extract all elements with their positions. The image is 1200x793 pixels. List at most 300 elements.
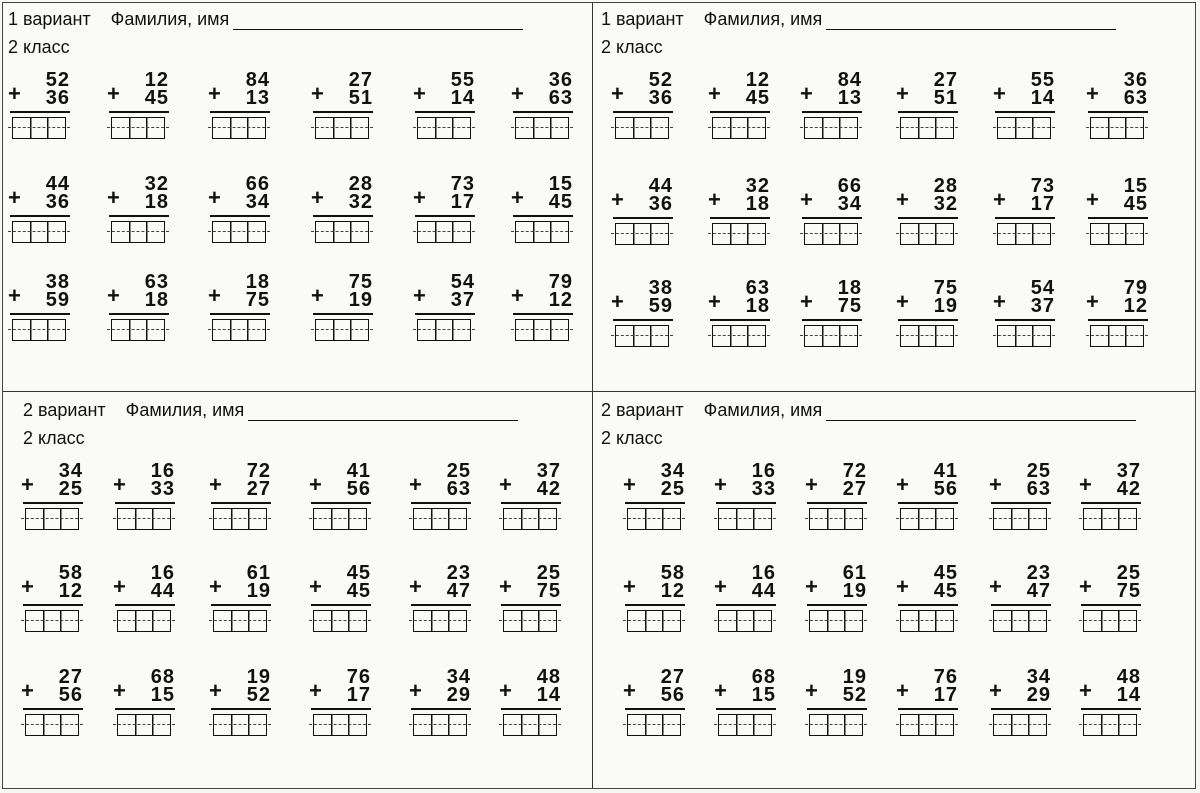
addend-top: 34 bbox=[660, 460, 685, 482]
addend-top: 37 bbox=[536, 460, 561, 482]
addend-top: 54 bbox=[1030, 277, 1055, 299]
addition-problem bbox=[511, 175, 581, 255]
header-line bbox=[23, 400, 518, 421]
addend-bottom: 13 bbox=[245, 87, 270, 109]
sum-line bbox=[23, 502, 83, 504]
plus-sign: + bbox=[208, 185, 221, 210]
plus-sign: + bbox=[896, 187, 909, 212]
addend-bottom: 27 bbox=[246, 478, 271, 500]
sum-line bbox=[613, 319, 673, 321]
addition-problem bbox=[309, 462, 379, 542]
answer-boxes[interactable] bbox=[515, 221, 569, 243]
addition-problem bbox=[208, 71, 278, 151]
addend-bottom: 45 bbox=[548, 191, 573, 213]
answer-boxes[interactable] bbox=[413, 714, 467, 736]
answer-boxes[interactable] bbox=[712, 117, 766, 139]
answer-boxes[interactable] bbox=[12, 117, 66, 139]
addend-top: 34 bbox=[1026, 666, 1051, 688]
addend-top: 52 bbox=[45, 69, 70, 91]
answer-boxes[interactable] bbox=[993, 508, 1047, 530]
answer-boxes[interactable] bbox=[313, 714, 367, 736]
addend-bottom: 45 bbox=[346, 580, 371, 602]
addend-top: 79 bbox=[548, 271, 573, 293]
answer-boxes[interactable] bbox=[615, 223, 669, 245]
answer-boxes[interactable] bbox=[25, 610, 79, 632]
addend-bottom: 18 bbox=[144, 289, 169, 311]
addition-problem bbox=[714, 462, 784, 542]
addition-problem bbox=[708, 71, 778, 151]
addition-problem bbox=[1079, 462, 1149, 542]
addition-problem bbox=[409, 462, 479, 542]
answer-boxes[interactable] bbox=[809, 714, 863, 736]
sum-line bbox=[1081, 604, 1141, 606]
addend-bottom: 14 bbox=[1030, 87, 1055, 109]
sum-line bbox=[23, 604, 83, 606]
addition-problem bbox=[993, 71, 1063, 151]
answer-boxes[interactable] bbox=[804, 117, 858, 139]
sum-line bbox=[501, 708, 561, 710]
answer-boxes[interactable] bbox=[804, 325, 858, 347]
addend-top: 52 bbox=[648, 69, 673, 91]
answer-boxes[interactable] bbox=[117, 714, 171, 736]
sum-line bbox=[898, 708, 958, 710]
answer-boxes[interactable] bbox=[627, 508, 681, 530]
answer-boxes[interactable] bbox=[997, 223, 1051, 245]
addend-top: 12 bbox=[745, 69, 770, 91]
plus-sign: + bbox=[611, 289, 624, 314]
answer-boxes[interactable] bbox=[900, 610, 954, 632]
plus-sign: + bbox=[896, 472, 909, 497]
addend-bottom: 75 bbox=[536, 580, 561, 602]
variant-label: 2 вариант bbox=[601, 400, 684, 420]
addition-problem bbox=[623, 462, 693, 542]
addend-top: 55 bbox=[450, 69, 475, 91]
answer-boxes[interactable] bbox=[503, 714, 557, 736]
sum-line bbox=[802, 319, 862, 321]
plus-sign: + bbox=[21, 472, 34, 497]
answer-boxes[interactable] bbox=[313, 610, 367, 632]
addition-problem bbox=[107, 273, 177, 353]
plus-sign: + bbox=[714, 678, 727, 703]
answer-boxes[interactable] bbox=[25, 508, 79, 530]
addition-problem bbox=[896, 177, 966, 257]
answer-boxes[interactable] bbox=[615, 325, 669, 347]
answer-boxes[interactable] bbox=[117, 610, 171, 632]
answer-boxes[interactable] bbox=[1083, 508, 1137, 530]
addend-bottom: 17 bbox=[1030, 193, 1055, 215]
addend-bottom: 36 bbox=[45, 87, 70, 109]
addend-top: 16 bbox=[751, 460, 776, 482]
addition-problem bbox=[107, 71, 177, 151]
answer-boxes[interactable] bbox=[1090, 117, 1144, 139]
plus-sign: + bbox=[993, 187, 1006, 212]
plus-sign: + bbox=[311, 185, 324, 210]
answer-boxes[interactable] bbox=[993, 714, 1047, 736]
sum-line bbox=[210, 111, 270, 113]
addition-problem bbox=[611, 177, 681, 257]
answer-boxes[interactable] bbox=[712, 325, 766, 347]
answer-boxes[interactable] bbox=[212, 319, 266, 341]
addition-problem bbox=[993, 177, 1063, 257]
sum-line bbox=[991, 708, 1051, 710]
sum-line bbox=[710, 319, 770, 321]
addend-top: 25 bbox=[536, 562, 561, 584]
sum-line bbox=[109, 111, 169, 113]
addition-problem bbox=[309, 668, 379, 748]
answer-boxes[interactable] bbox=[413, 610, 467, 632]
sum-line bbox=[513, 215, 573, 217]
answer-boxes[interactable] bbox=[212, 221, 266, 243]
answer-boxes[interactable] bbox=[111, 221, 165, 243]
addend-bottom: 17 bbox=[346, 684, 371, 706]
plus-sign: + bbox=[113, 678, 126, 703]
answer-boxes[interactable] bbox=[1090, 223, 1144, 245]
addend-bottom: 45 bbox=[144, 87, 169, 109]
name-label: Фамилия, имя bbox=[125, 400, 245, 420]
addition-problem bbox=[21, 668, 91, 748]
header-line bbox=[601, 400, 1136, 421]
addend-bottom: 52 bbox=[246, 684, 271, 706]
sum-line bbox=[716, 708, 776, 710]
addition-problem bbox=[8, 175, 78, 255]
answer-boxes[interactable] bbox=[718, 508, 772, 530]
addend-top: 63 bbox=[745, 277, 770, 299]
sum-line bbox=[995, 217, 1055, 219]
addition-problem bbox=[708, 279, 778, 359]
sum-line bbox=[802, 111, 862, 113]
plus-sign: + bbox=[1086, 81, 1099, 106]
addend-top: 45 bbox=[346, 562, 371, 584]
sum-line bbox=[1081, 708, 1141, 710]
answer-boxes[interactable] bbox=[1090, 325, 1144, 347]
addition-problem bbox=[1086, 279, 1156, 359]
sum-line bbox=[991, 604, 1051, 606]
addend-top: 37 bbox=[1116, 460, 1141, 482]
answer-boxes[interactable] bbox=[900, 508, 954, 530]
plus-sign: + bbox=[896, 81, 909, 106]
plus-sign: + bbox=[993, 81, 1006, 106]
addition-problem bbox=[499, 564, 569, 644]
addend-bottom: 12 bbox=[548, 289, 573, 311]
sum-line bbox=[716, 502, 776, 504]
addend-bottom: 63 bbox=[1026, 478, 1051, 500]
addend-top: 44 bbox=[45, 173, 70, 195]
addend-bottom: 75 bbox=[245, 289, 270, 311]
plus-sign: + bbox=[499, 472, 512, 497]
addend-top: 38 bbox=[45, 271, 70, 293]
addend-bottom: 56 bbox=[58, 684, 83, 706]
addition-problem bbox=[896, 462, 966, 542]
answer-boxes[interactable] bbox=[117, 508, 171, 530]
addition-problem bbox=[499, 462, 569, 542]
plus-sign: + bbox=[708, 81, 721, 106]
plus-sign: + bbox=[21, 678, 34, 703]
plus-sign: + bbox=[993, 289, 1006, 314]
answer-boxes[interactable] bbox=[997, 325, 1051, 347]
answer-boxes[interactable] bbox=[718, 610, 772, 632]
sum-line bbox=[10, 111, 70, 113]
plus-sign: + bbox=[311, 283, 324, 308]
answer-boxes[interactable] bbox=[315, 117, 369, 139]
sum-line bbox=[415, 313, 475, 315]
addend-bottom: 17 bbox=[933, 684, 958, 706]
answer-boxes[interactable] bbox=[111, 319, 165, 341]
plus-sign: + bbox=[989, 678, 1002, 703]
addend-top: 15 bbox=[548, 173, 573, 195]
answer-boxes[interactable] bbox=[417, 319, 471, 341]
answer-boxes[interactable] bbox=[627, 610, 681, 632]
class-label: 2 класс bbox=[601, 37, 663, 57]
addend-top: 58 bbox=[660, 562, 685, 584]
answer-boxes[interactable] bbox=[627, 714, 681, 736]
addition-problem bbox=[413, 71, 483, 151]
addition-problem bbox=[499, 668, 569, 748]
addend-top: 34 bbox=[58, 460, 83, 482]
plus-sign: + bbox=[1079, 574, 1092, 599]
answer-boxes[interactable] bbox=[809, 610, 863, 632]
answer-boxes[interactable] bbox=[315, 221, 369, 243]
addition-problem bbox=[413, 175, 483, 255]
answer-boxes[interactable] bbox=[900, 223, 954, 245]
addend-top: 18 bbox=[837, 277, 862, 299]
sum-line bbox=[625, 708, 685, 710]
addend-bottom: 37 bbox=[1030, 295, 1055, 317]
plus-sign: + bbox=[708, 289, 721, 314]
name-fill-line[interactable] bbox=[233, 13, 523, 30]
sum-line bbox=[115, 708, 175, 710]
addition-problem bbox=[208, 273, 278, 353]
worksheet-quadrant bbox=[3, 3, 589, 388]
addend-bottom: 17 bbox=[450, 191, 475, 213]
plus-sign: + bbox=[409, 678, 422, 703]
answer-boxes[interactable] bbox=[12, 319, 66, 341]
addend-bottom: 59 bbox=[648, 295, 673, 317]
answer-boxes[interactable] bbox=[718, 714, 772, 736]
addition-problem bbox=[805, 462, 875, 542]
addend-bottom: 19 bbox=[348, 289, 373, 311]
answer-boxes[interactable] bbox=[213, 610, 267, 632]
addend-bottom: 29 bbox=[1026, 684, 1051, 706]
addend-bottom: 44 bbox=[150, 580, 175, 602]
addition-problem bbox=[409, 668, 479, 748]
sum-line bbox=[501, 604, 561, 606]
addition-problem bbox=[413, 273, 483, 353]
plus-sign: + bbox=[413, 283, 426, 308]
worksheet-quadrant bbox=[593, 392, 1179, 777]
addend-bottom: 15 bbox=[150, 684, 175, 706]
sum-line bbox=[415, 215, 475, 217]
sum-line bbox=[311, 502, 371, 504]
sum-line bbox=[109, 313, 169, 315]
addend-bottom: 47 bbox=[446, 580, 471, 602]
plus-sign: + bbox=[623, 574, 636, 599]
answer-boxes[interactable] bbox=[315, 319, 369, 341]
addend-bottom: 63 bbox=[548, 87, 573, 109]
sum-line bbox=[411, 708, 471, 710]
answer-boxes[interactable] bbox=[111, 117, 165, 139]
addition-problem bbox=[800, 177, 870, 257]
addend-bottom: 75 bbox=[837, 295, 862, 317]
addition-problem bbox=[21, 462, 91, 542]
variant-label: 1 вариант bbox=[601, 9, 684, 29]
addend-top: 48 bbox=[536, 666, 561, 688]
addend-bottom: 45 bbox=[933, 580, 958, 602]
addend-bottom: 12 bbox=[1123, 295, 1148, 317]
addend-bottom: 37 bbox=[450, 289, 475, 311]
addition-problem bbox=[311, 273, 381, 353]
plus-sign: + bbox=[714, 574, 727, 599]
addend-top: 23 bbox=[1026, 562, 1051, 584]
plus-sign: + bbox=[21, 574, 34, 599]
plus-sign: + bbox=[714, 472, 727, 497]
addend-bottom: 19 bbox=[246, 580, 271, 602]
plus-sign: + bbox=[208, 283, 221, 308]
answer-boxes[interactable] bbox=[417, 221, 471, 243]
answer-boxes[interactable] bbox=[900, 117, 954, 139]
addition-problem bbox=[113, 668, 183, 748]
addition-problem bbox=[896, 564, 966, 644]
sum-line bbox=[115, 502, 175, 504]
answer-boxes[interactable] bbox=[12, 221, 66, 243]
class-label: 2 класс bbox=[601, 428, 663, 448]
name-fill-line[interactable] bbox=[248, 404, 518, 421]
addend-bottom: 51 bbox=[348, 87, 373, 109]
addend-top: 41 bbox=[933, 460, 958, 482]
sum-line bbox=[710, 111, 770, 113]
answer-boxes[interactable] bbox=[25, 714, 79, 736]
addition-problem bbox=[708, 177, 778, 257]
addend-bottom: 14 bbox=[536, 684, 561, 706]
sum-line bbox=[313, 111, 373, 113]
addend-bottom: 14 bbox=[1116, 684, 1141, 706]
answer-boxes[interactable] bbox=[213, 714, 267, 736]
sum-line bbox=[313, 215, 373, 217]
addend-top: 68 bbox=[150, 666, 175, 688]
plus-sign: + bbox=[989, 472, 1002, 497]
answer-boxes[interactable] bbox=[515, 117, 569, 139]
addend-bottom: 33 bbox=[150, 478, 175, 500]
addend-top: 61 bbox=[842, 562, 867, 584]
addend-bottom: 27 bbox=[842, 478, 867, 500]
variant-label: 1 вариант bbox=[8, 9, 91, 29]
sum-line bbox=[898, 604, 958, 606]
answer-boxes[interactable] bbox=[417, 117, 471, 139]
addend-top: 75 bbox=[933, 277, 958, 299]
addition-problem bbox=[1086, 177, 1156, 257]
addition-problem bbox=[805, 668, 875, 748]
addition-problem bbox=[1086, 71, 1156, 151]
addition-problem bbox=[8, 71, 78, 151]
plus-sign: + bbox=[499, 574, 512, 599]
class-label: 2 класс bbox=[8, 37, 70, 57]
sum-line bbox=[802, 217, 862, 219]
sum-line bbox=[311, 708, 371, 710]
addend-top: 76 bbox=[346, 666, 371, 688]
answer-boxes[interactable] bbox=[503, 508, 557, 530]
plus-sign: + bbox=[409, 574, 422, 599]
answer-boxes[interactable] bbox=[712, 223, 766, 245]
addend-bottom: 51 bbox=[933, 87, 958, 109]
answer-boxes[interactable] bbox=[503, 610, 557, 632]
addition-problem bbox=[113, 462, 183, 542]
addition-problem bbox=[800, 279, 870, 359]
addend-top: 66 bbox=[837, 175, 862, 197]
addition-problem bbox=[800, 71, 870, 151]
addition-problem bbox=[1079, 668, 1149, 748]
sum-line bbox=[995, 111, 1055, 113]
answer-boxes[interactable] bbox=[900, 714, 954, 736]
sum-line bbox=[411, 604, 471, 606]
sum-line bbox=[613, 111, 673, 113]
answer-boxes[interactable] bbox=[804, 223, 858, 245]
addend-top: 73 bbox=[1030, 175, 1055, 197]
answer-boxes[interactable] bbox=[213, 508, 267, 530]
answer-boxes[interactable] bbox=[809, 508, 863, 530]
header-line bbox=[8, 9, 523, 30]
answer-boxes[interactable] bbox=[212, 117, 266, 139]
name-label: Фамилия, имя bbox=[110, 9, 230, 29]
addend-top: 25 bbox=[1116, 562, 1141, 584]
answer-boxes[interactable] bbox=[515, 319, 569, 341]
sum-line bbox=[1081, 502, 1141, 504]
addend-bottom: 45 bbox=[745, 87, 770, 109]
addition-problem bbox=[113, 564, 183, 644]
sum-line bbox=[710, 217, 770, 219]
answer-boxes[interactable] bbox=[993, 610, 1047, 632]
addition-problem bbox=[511, 71, 581, 151]
plus-sign: + bbox=[511, 185, 524, 210]
plus-sign: + bbox=[611, 81, 624, 106]
answer-boxes[interactable] bbox=[615, 117, 669, 139]
name-fill-line[interactable] bbox=[826, 13, 1116, 30]
addition-problem bbox=[107, 175, 177, 255]
addition-problem bbox=[311, 71, 381, 151]
addend-top: 48 bbox=[1116, 666, 1141, 688]
variant-label: 2 вариант bbox=[23, 400, 106, 420]
addend-bottom: 34 bbox=[245, 191, 270, 213]
answer-boxes[interactable] bbox=[1083, 714, 1137, 736]
name-fill-line[interactable] bbox=[826, 404, 1136, 421]
sum-line bbox=[115, 604, 175, 606]
addend-bottom: 36 bbox=[45, 191, 70, 213]
addition-problem bbox=[409, 564, 479, 644]
addition-problem bbox=[309, 564, 379, 644]
addend-top: 36 bbox=[1123, 69, 1148, 91]
answer-boxes[interactable] bbox=[1083, 610, 1137, 632]
answer-boxes[interactable] bbox=[413, 508, 467, 530]
addend-top: 45 bbox=[933, 562, 958, 584]
addend-top: 34 bbox=[446, 666, 471, 688]
answer-boxes[interactable] bbox=[900, 325, 954, 347]
addend-bottom: 18 bbox=[144, 191, 169, 213]
addend-bottom: 29 bbox=[446, 684, 471, 706]
addend-top: 18 bbox=[245, 271, 270, 293]
plus-sign: + bbox=[309, 678, 322, 703]
answer-boxes[interactable] bbox=[313, 508, 367, 530]
sum-line bbox=[1088, 319, 1148, 321]
addition-problem bbox=[311, 175, 381, 255]
sum-line bbox=[411, 502, 471, 504]
addend-top: 38 bbox=[648, 277, 673, 299]
addend-bottom: 42 bbox=[1116, 478, 1141, 500]
addition-problem bbox=[511, 273, 581, 353]
addend-bottom: 36 bbox=[648, 87, 673, 109]
addition-problem bbox=[805, 564, 875, 644]
plus-sign: + bbox=[708, 187, 721, 212]
answer-boxes[interactable] bbox=[997, 117, 1051, 139]
sum-line bbox=[211, 502, 271, 504]
addend-top: 28 bbox=[348, 173, 373, 195]
